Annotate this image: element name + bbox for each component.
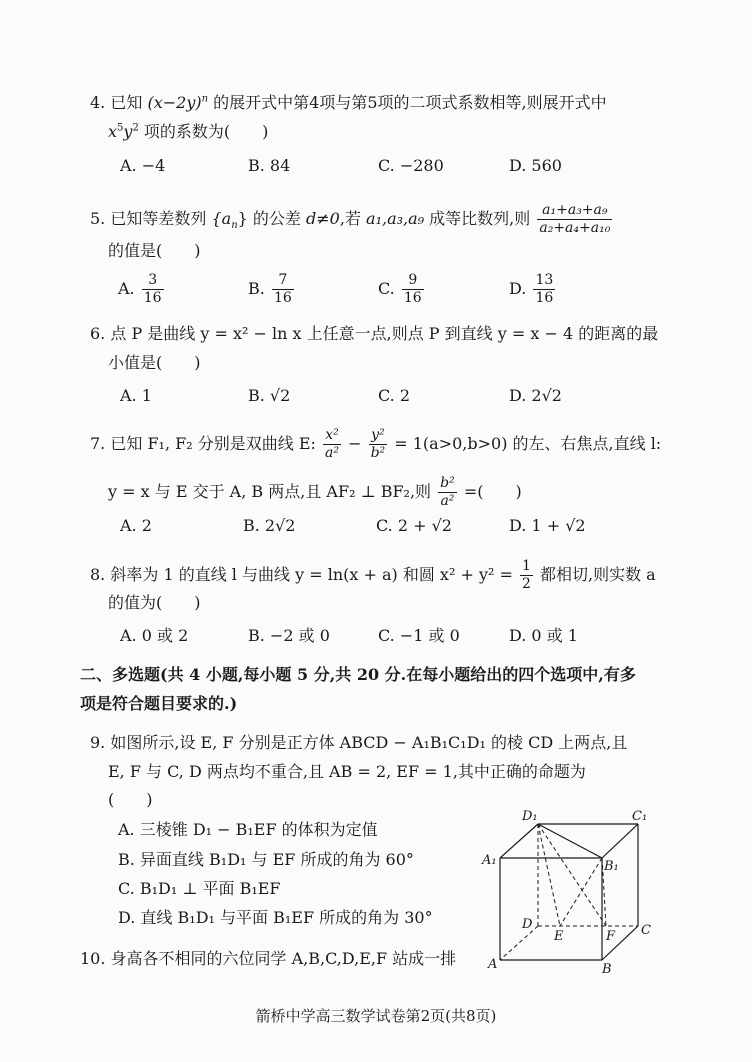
section2-text2: 项是符合题目要求的.) bbox=[80, 694, 238, 713]
q5-frac-num: a₁+a₃+a₉ bbox=[537, 202, 612, 220]
q10-text1: 身高各不相同的六位同学 A,B,C,D,E,F 站成一排 bbox=[110, 949, 457, 968]
q7-option-c: C. 2 + √2 bbox=[376, 516, 452, 535]
q5-line1 bbox=[90, 199, 614, 239]
q4-option-c: C. −280 bbox=[378, 156, 444, 175]
q5-c-label: C. bbox=[378, 279, 395, 298]
q8-option-b: B. −2 或 0 bbox=[248, 626, 330, 645]
q5-d-frac bbox=[533, 272, 555, 307]
q5-seq: {a bbox=[211, 209, 232, 228]
q5-a-label: A. bbox=[118, 279, 135, 298]
label-d: D bbox=[522, 917, 533, 932]
q5-option-b bbox=[248, 272, 296, 307]
q5-c-den: 16 bbox=[403, 290, 422, 306]
q5-c-frac bbox=[402, 272, 424, 307]
q7-line1 bbox=[90, 424, 661, 464]
q4-text4: 项的系数为( ) bbox=[143, 122, 269, 141]
q6-option-b: B. √2 bbox=[248, 386, 291, 405]
q5-line2: 的值是( ) bbox=[108, 241, 201, 260]
q5-frac-den: a₂+a₄+a₁₀ bbox=[539, 220, 611, 236]
q7-fa-num: x² bbox=[323, 427, 341, 445]
q6-line2: 小值是( ) bbox=[108, 353, 201, 372]
q8-number: 8. bbox=[90, 565, 106, 584]
q4-option-a: A. −4 bbox=[120, 156, 166, 175]
q6-option-d: D. 2√2 bbox=[509, 386, 562, 405]
q5-option-c bbox=[378, 272, 426, 307]
q8-text2: 都相切,则实数 a bbox=[540, 565, 656, 584]
q4-number: 4. bbox=[90, 93, 106, 112]
label-a1: A₁ bbox=[482, 853, 497, 868]
q7-frac-ba bbox=[438, 475, 457, 510]
q5-text4: 成等比数列,则 bbox=[429, 209, 531, 228]
q6-option-c: C. 2 bbox=[378, 386, 411, 405]
q5-b-num: 7 bbox=[272, 272, 294, 290]
q5-option-a bbox=[118, 272, 166, 307]
q4-term-x: x bbox=[108, 122, 118, 141]
q5-c-num: 9 bbox=[402, 272, 424, 290]
section2-heading: 二、多选题 bbox=[80, 665, 161, 684]
q8-line2: 的值为( ) bbox=[108, 593, 201, 612]
q5-a-num: 3 bbox=[142, 272, 164, 290]
q4-line1 bbox=[90, 92, 607, 114]
q9-option-a: A. 三棱锥 D₁ − B₁EF 的体积为定值 bbox=[118, 820, 378, 839]
q5-text2: 的公差 bbox=[252, 209, 301, 228]
q4-line2 bbox=[108, 121, 268, 143]
q4-exp1: 5 bbox=[117, 122, 124, 134]
q7-text1: 已知 F₁, F₂ 分别是双曲线 E: bbox=[110, 434, 316, 453]
q4-expression: (x−2y) bbox=[147, 93, 202, 112]
q7-fc-den: a² bbox=[440, 493, 455, 509]
q5-d-num: 13 bbox=[535, 272, 554, 288]
q7-text2: = 1(a>0,b>0) 的左、右焦点,直线 l: bbox=[394, 434, 662, 453]
q4-exponent: n bbox=[201, 93, 209, 105]
q6-option-a: A. 1 bbox=[120, 386, 152, 405]
q8-option-d: D. 0 或 1 bbox=[509, 626, 578, 645]
q5-b-den: 16 bbox=[273, 290, 292, 306]
q6-line1 bbox=[90, 323, 658, 345]
q4-text: 已知 bbox=[110, 93, 143, 112]
q9-option-c: C. B₁D₁ ⊥ 平面 B₁EF bbox=[118, 879, 281, 898]
q5-d-den: 16 bbox=[535, 290, 554, 306]
label-f: F bbox=[606, 929, 616, 944]
q9-option-d: D. 直线 B₁D₁ 与平面 B₁EF 所成的角为 30° bbox=[118, 908, 433, 927]
label-a: A bbox=[488, 957, 498, 972]
q5-number: 5. bbox=[90, 209, 106, 228]
q9-line3: ( ) bbox=[108, 790, 153, 809]
q5-seq-sub: n bbox=[231, 220, 238, 232]
label-c1: C₁ bbox=[632, 809, 648, 824]
page-footer: 箭桥中学高三数学试卷第2页(共8页) bbox=[255, 1007, 497, 1025]
q7-fb-num: y² bbox=[369, 427, 388, 445]
section2-line1 bbox=[80, 664, 636, 686]
q9-text1: 如图所示,设 E, F 分别是正方体 ABCD − A₁B₁C₁D₁ 的棱 CD 上两点,且 bbox=[110, 733, 628, 752]
q5-text3: ,若 bbox=[339, 209, 361, 228]
q4-exp2: 2 bbox=[132, 122, 139, 134]
q7-option-d: D. 1 + √2 bbox=[509, 516, 586, 535]
q10-number: 10. bbox=[80, 949, 106, 968]
q5-b-label: B. bbox=[248, 279, 265, 298]
q5-a-frac bbox=[142, 272, 164, 307]
label-b1: B₁ bbox=[604, 859, 619, 874]
q5-d-label: D. bbox=[509, 279, 527, 298]
q6-number: 6. bbox=[90, 324, 106, 343]
q8-frac bbox=[520, 558, 533, 593]
q7-number: 7. bbox=[90, 434, 106, 453]
label-d1: D₁ bbox=[522, 809, 538, 824]
q7-option-a: A. 2 bbox=[120, 516, 152, 535]
q7-text4: =( ) bbox=[463, 482, 522, 501]
q8-option-c: C. −1 或 0 bbox=[378, 626, 460, 645]
q4-option-b: B. 84 bbox=[248, 156, 291, 175]
q5-a-den: 16 bbox=[143, 290, 162, 306]
q7-fc-num: b² bbox=[440, 475, 455, 491]
q7-line2 bbox=[108, 472, 522, 512]
q10-line1 bbox=[80, 948, 456, 970]
q4-term-y: y bbox=[123, 122, 133, 141]
q4-text2: 的展开式中第4项与第5项的二项式系数相等,则展开式中 bbox=[213, 93, 607, 112]
q8-text1: 斜率为 1 的直线 l 与曲线 y = ln(x + a) 和圆 x² + y² = bbox=[110, 565, 513, 584]
q5-cond: d≠0 bbox=[306, 209, 340, 228]
label-b: B bbox=[602, 962, 612, 977]
q5-terms: a₁,a₃,a₉ bbox=[366, 209, 425, 228]
q7-text3: y = x 与 E 交于 A, B 两点,且 AF₂ ⊥ BF₂,则 bbox=[108, 482, 432, 501]
q7-fa-den: a² bbox=[325, 445, 339, 461]
q7-frac-x bbox=[323, 427, 341, 462]
q7-option-b: B. 2√2 bbox=[243, 516, 296, 535]
q8-line1 bbox=[90, 555, 656, 595]
q6-text1: 点 P 是曲线 y = x² − ln x 上任意一点,则点 P 到直线 y = x − 4 的距离的最 bbox=[110, 324, 659, 343]
q9-line2: E, F 与 C, D 两点均不重合,且 AB = 2, EF = 1,其中正确的命题为 bbox=[108, 762, 586, 781]
q4-option-d: D. 560 bbox=[509, 156, 562, 175]
q9-number: 9. bbox=[90, 733, 106, 752]
q8-f-den: 2 bbox=[521, 576, 531, 592]
q8-option-a: A. 0 或 2 bbox=[120, 626, 189, 645]
q7-frac-y bbox=[369, 427, 388, 462]
q7-minus: − bbox=[348, 434, 362, 453]
q5-option-d bbox=[509, 272, 557, 307]
q9-line1 bbox=[90, 732, 627, 754]
q5-b-frac bbox=[272, 272, 294, 307]
section2-line2 bbox=[80, 693, 237, 715]
q5-seq-end: } bbox=[237, 209, 248, 228]
q7-fb-den: b² bbox=[370, 445, 386, 461]
cube-figure bbox=[480, 808, 660, 978]
q5-text1: 已知等差数列 bbox=[110, 209, 207, 228]
q8-f-num: 1 bbox=[521, 558, 531, 574]
label-c: C bbox=[641, 923, 651, 938]
q5-fraction bbox=[537, 202, 612, 237]
section2-text1: (共 4 小题,每小题 5 分,共 20 分.在每小题给出的四个选项中,有多 bbox=[160, 665, 636, 684]
label-e: E bbox=[554, 929, 564, 944]
q9-option-b: B. 异面直线 B₁D₁ 与 EF 所成的角为 60° bbox=[118, 850, 414, 869]
